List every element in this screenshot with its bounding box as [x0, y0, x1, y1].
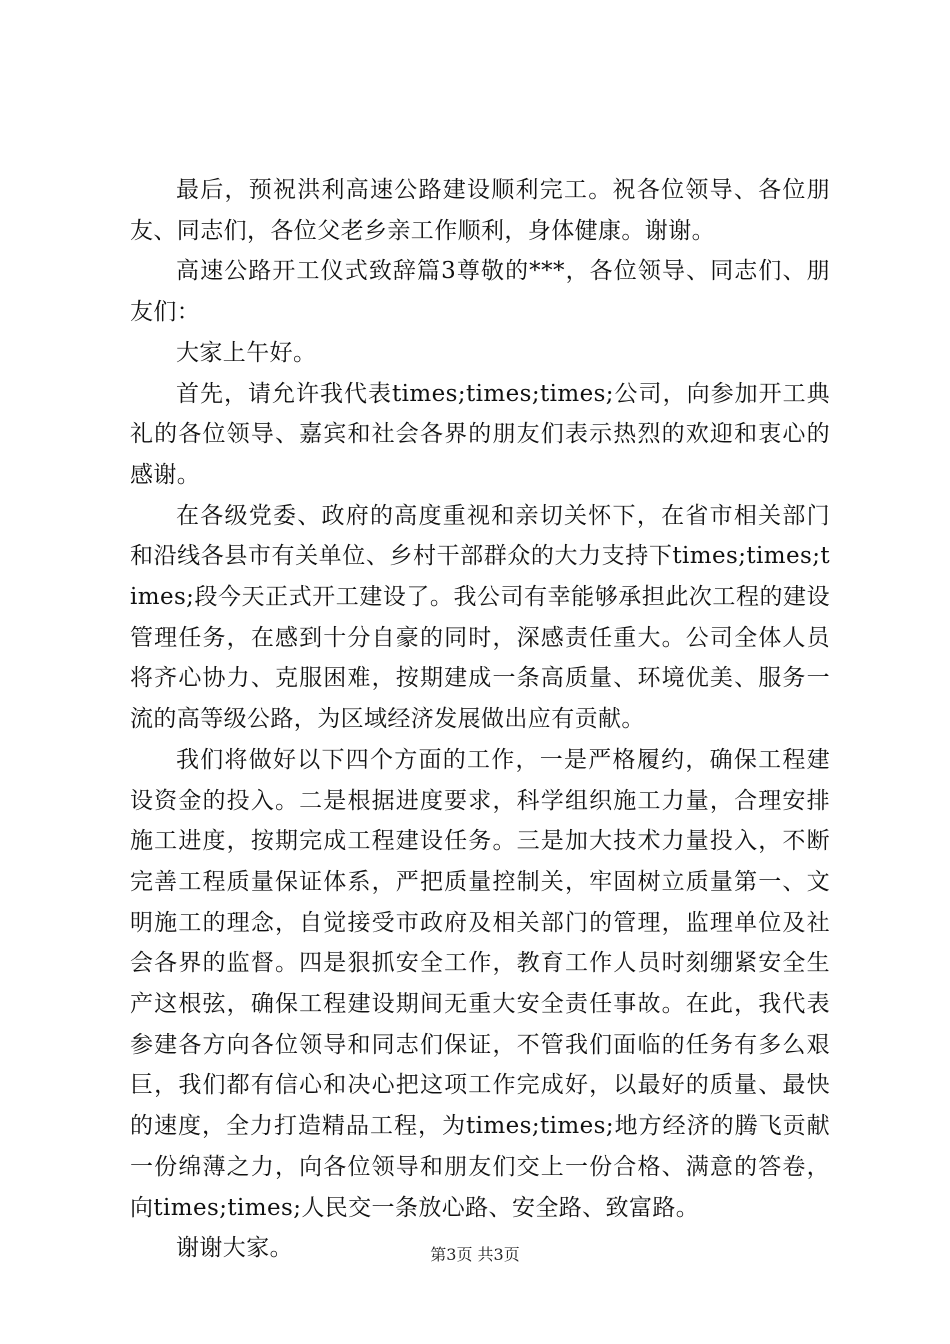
page-number-footer: 第3页 共3页: [430, 1245, 520, 1264]
paragraph-greeting: 大家上午好。: [176, 339, 317, 366]
paragraph-four-tasks: 我们将做好以下四个方面的工作，一是严格履约，确保工程建设资金的投入。二是根据进度要求，科学组织施工力量，合理安排施工进度，按期完成工程建设任务。三是加大技术力量投入，不断完善工程质量保证体系，严把质量控制关，牢固树立质量第一、文明施工的理念，自觉接受市政府及相关部门的管理，监理单位及社会各界的监督。四是狠抓安全工作，教育工作人员时刻绷紧安全生产这根弦，确保工程建设期间无重大安全责任事故。在此，我代表参建各方向各位领导和同志们保证，不管我们面临的任务有多么艰巨，我们都有信心和决心把这项工作完成好，以最好的质量、最快的速度，全力打造精品工程，为times;times;地方经济的腾飞贡献一份绵薄之力，向各位领导和朋友们交上一份合格、满意的答卷，向times;times;人民交一条放心路、安全路、致富路。: [130, 746, 830, 1221]
document-body: [130, 170, 830, 1269]
paragraph-welcome: 首先，请允许我代表times;times;times;公司，向参加开工典礼的各位领导、嘉宾和社会各界的朋友们表示热烈的欢迎和衷心的感谢。: [130, 380, 830, 488]
paragraph-thanks: 谢谢大家。: [176, 1235, 293, 1262]
paragraph-project-start: 在各级党委、政府的高度重视和亲切关怀下，在省市相关部门和沿线各县市有关单位、乡村干部群众的大力支持下times;times;times;段今天正式开工建设了。我公司有幸能够承担此次工程的建设管理任务，在感到十分自豪的同时，深感责任重大。公司全体人员将齐心协力、克服困难，按期建成一条高质量、环境优美、服务一流的高等级公路，为区域经济发展做出应有贡献。: [130, 502, 830, 733]
paragraph-speech-heading: 高速公路开工仪式致辞篇3尊敬的***，各位领导、同志们、朋友们：: [130, 258, 830, 326]
paragraph-closing-wishes: 最后，预祝洪利高速公路建设顺利完工。祝各位领导、各位朋友、同志们，各位父老乡亲工作顺利，身体健康。谢谢。: [130, 177, 830, 244]
